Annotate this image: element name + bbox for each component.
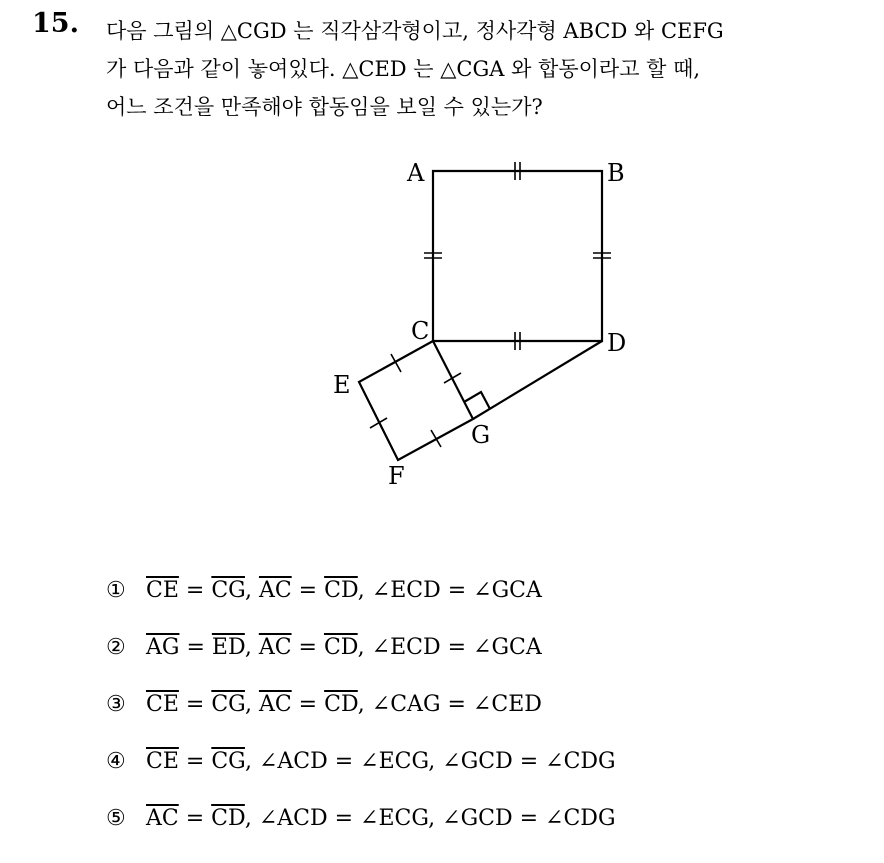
option-expression (146, 578, 542, 603)
segment-overline: $\overline{CE}$ (146, 578, 179, 603)
segment-overline: $\overline{AC}$ (258, 635, 292, 660)
segment-overline: $\overline{CD}$ (323, 635, 358, 660)
expression-text: , (244, 578, 259, 603)
expression-text: = (179, 635, 212, 660)
option-expression (146, 692, 542, 717)
segment-overline: $\overline{CD}$ (324, 578, 358, 603)
segment-overline: $\overline{AC}$ (146, 806, 179, 831)
option-number: ⑤ (106, 806, 126, 831)
segment-overline: $\overline{CD}$ (324, 692, 358, 717)
label-b: B (607, 159, 625, 187)
question-line-3: 어느 조건을 만족해야 합동임을 보일 수 있는가? (106, 95, 543, 119)
question-number: 15. (32, 8, 79, 39)
expression-text: = (178, 692, 212, 717)
expression-text: = (178, 578, 212, 603)
option-expression (146, 749, 616, 774)
segment-overline: $\overline{CD}$ (211, 806, 245, 831)
option-number: ④ (106, 749, 126, 774)
square-cefg (359, 341, 473, 460)
option-number: ② (106, 635, 126, 660)
expression-text: , ∠CAG = ∠CED (357, 692, 542, 717)
segment-overline: $\overline{AC}$ (258, 692, 292, 717)
segment-gd (473, 341, 602, 419)
expression-text: , ∠ECD = ∠GCA (357, 635, 542, 660)
option-1[interactable] (106, 578, 616, 635)
label-f: F (388, 462, 405, 490)
expression-text: = (178, 806, 212, 831)
segment-overline: $\overline{CE}$ (146, 749, 179, 774)
options-list (106, 578, 616, 863)
label-e: E (333, 371, 351, 399)
option-2[interactable] (106, 635, 616, 692)
option-3[interactable] (106, 692, 616, 749)
option-number: ③ (106, 692, 126, 717)
expression-text: = (291, 635, 324, 660)
right-angle-mark (464, 392, 490, 409)
segment-overline: $\overline{CG}$ (211, 692, 245, 717)
expression-text: = (291, 578, 325, 603)
option-4[interactable] (106, 749, 616, 806)
segment-overline: $\overline{CG}$ (211, 749, 245, 774)
expression-text: , (244, 692, 259, 717)
label-g: G (471, 421, 491, 449)
segment-overline: $\overline{AC}$ (258, 578, 292, 603)
expression-text: , (244, 635, 259, 660)
segment-overline: $\overline{CG}$ (211, 578, 245, 603)
expression-text: , ∠ECD = ∠GCA (357, 578, 542, 603)
question-line-1: 다음 그림의 △CGD 는 직각삼각형이고, 정사각형 ABCD 와 CEFG (106, 19, 724, 43)
geometry-figure (320, 150, 660, 500)
segment-overline: $\overline{ED}$ (211, 635, 245, 660)
option-expression (146, 806, 616, 831)
option-number: ① (106, 578, 126, 603)
label-c: C (411, 317, 430, 345)
question-line-2: 가 다음과 같이 놓여있다. △CED 는 △CGA 와 합동이라고 할 때, (106, 57, 701, 81)
expression-text: = (178, 749, 212, 774)
question-text (106, 12, 876, 126)
expression-text: , ∠ACD = ∠ECG, ∠GCD = ∠CDG (244, 806, 616, 831)
segment-overline: $\overline{CE}$ (146, 692, 179, 717)
option-expression (146, 635, 542, 660)
label-a: A (407, 159, 425, 187)
expression-text: = (291, 692, 325, 717)
expression-text: , ∠ACD = ∠ECG, ∠GCD = ∠CDG (244, 749, 616, 774)
square-abcd (433, 171, 602, 341)
segment-overline: $\overline{AG}$ (146, 635, 180, 660)
label-d: D (607, 329, 627, 357)
